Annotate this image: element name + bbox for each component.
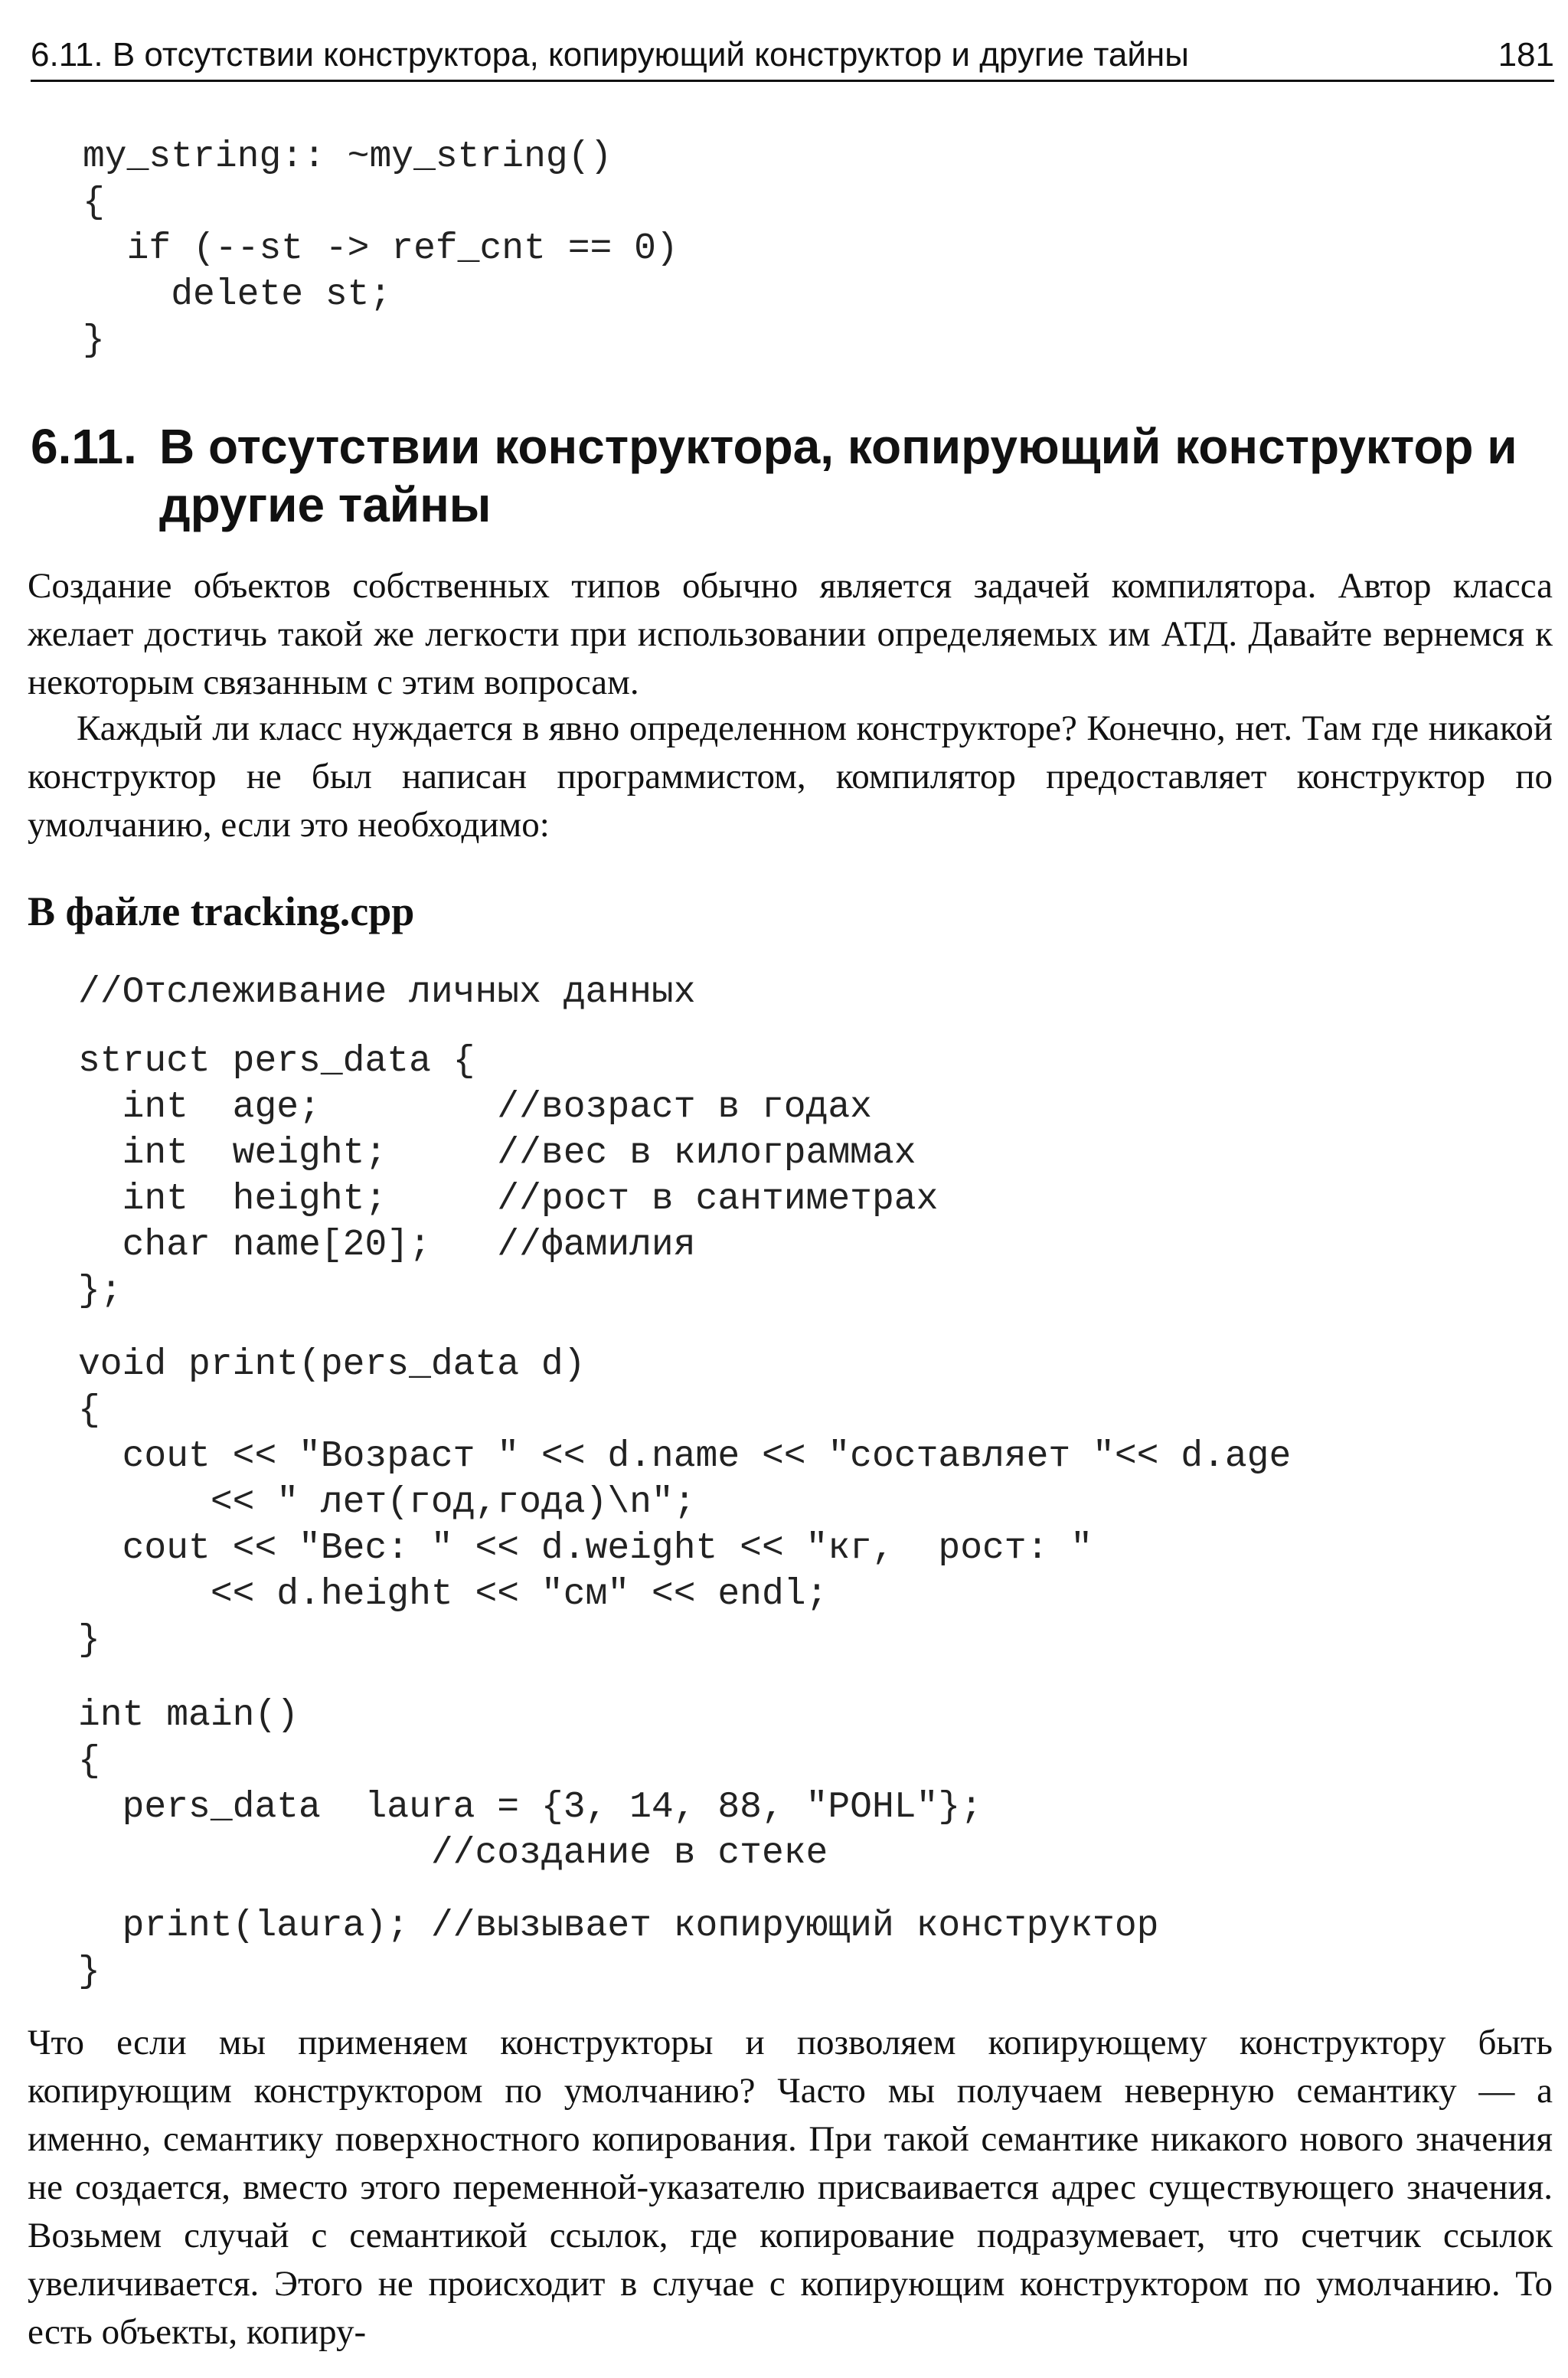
code-block-struct (78, 1039, 938, 1314)
running-header (31, 34, 1554, 82)
code-line: } (78, 1951, 100, 1993)
code-line: int age; //возраст в годах (78, 1087, 872, 1128)
code-line: char name[20]; //фамилия (78, 1225, 696, 1266)
code-line: { (78, 1390, 100, 1431)
code-line: if (--st -> ref_cnt == 0) (83, 228, 678, 270)
code-line: { (83, 182, 105, 224)
code-line: cout << "Вес: " << d.weight << "кг, рост: " (78, 1528, 1093, 1569)
code-line: int height; //рост в сантиметрах (78, 1179, 939, 1220)
code-line: int weight; //вес в килограммах (78, 1133, 916, 1174)
file-heading: В файле tracking.cpp (28, 888, 415, 934)
code-line: print(laura); //вызывает копирующий конструктор (78, 1905, 1159, 1947)
code-line: my_string:: ~my_string() (83, 136, 612, 178)
paragraph-shallow-copy: Что если мы применяем конструкторы и позволяем копирующему конструктору быть копирующим конструктором по умолчанию? Часто мы получаем неверную семантику — а именно, семантику поверхностного копирования. При такой семантике никакого нового значения не создается, вместо этого переменной-указателю присваивается адрес существующего значения. Возьмем случай с семантикой ссылок, где копирование подразумевает, что счетчик ссылок увеличивается. Этого не происходит в случае с копирующим конструктором по умолчанию. То есть объекты, копиру- (28, 2023, 1553, 2352)
running-title: 6.11. В отсутствии конструктора, копирующий конструктор и другие тайны (31, 36, 1189, 74)
code-line: }; (78, 1271, 122, 1312)
code-line: << d.height << "см" << endl; (78, 1574, 828, 1615)
code-line: cout << "Возраст " << d.name << "составляет "<< d.age (78, 1436, 1292, 1477)
code-line: //создание в стеке (78, 1833, 828, 1874)
code-line: } (83, 320, 105, 361)
paragraph-default-constructor: Каждый ли класс нуждается в явно определенном конструкторе? Конечно, нет. Там где никакой конструктор не был написан программистом, компилятор предоставляет конструктор по умолчанию, если это необходимо: (28, 708, 1553, 845)
code-line: struct pers_data { (78, 1041, 475, 1082)
code-line: << " лет(год,года)\n"; (78, 1482, 696, 1523)
code-comment-header (78, 970, 696, 1016)
code-line: { (78, 1741, 100, 1782)
page-number: 181 (1498, 36, 1554, 74)
code-block-main (78, 1693, 982, 1876)
code-line: delete st; (83, 274, 392, 316)
code-line: int main() (78, 1695, 299, 1736)
section-number: 6.11. (31, 419, 137, 474)
code-line: pers_data laura = {3, 14, 88, "POHL"}; (78, 1787, 982, 1828)
paragraph-intro: Создание объектов собственных типов обычно является задачей компилятора. Автор класса желает достичь такой же легкости при использовании определяемых им АТД. Давайте вернемся к некоторым связанным с этим вопросам. (28, 566, 1553, 702)
section-title: В отсутствии конструктора, копирующий конструктор и другие тайны (159, 419, 1517, 532)
code-line: void print(pers_data d) (78, 1344, 586, 1385)
code-line: } (78, 1620, 100, 1661)
code-block-main-end (78, 1903, 1158, 1995)
code-line: //Отслеживание личных данных (78, 972, 696, 1013)
code-block-destructor (83, 134, 678, 364)
code-block-print (78, 1342, 1291, 1663)
